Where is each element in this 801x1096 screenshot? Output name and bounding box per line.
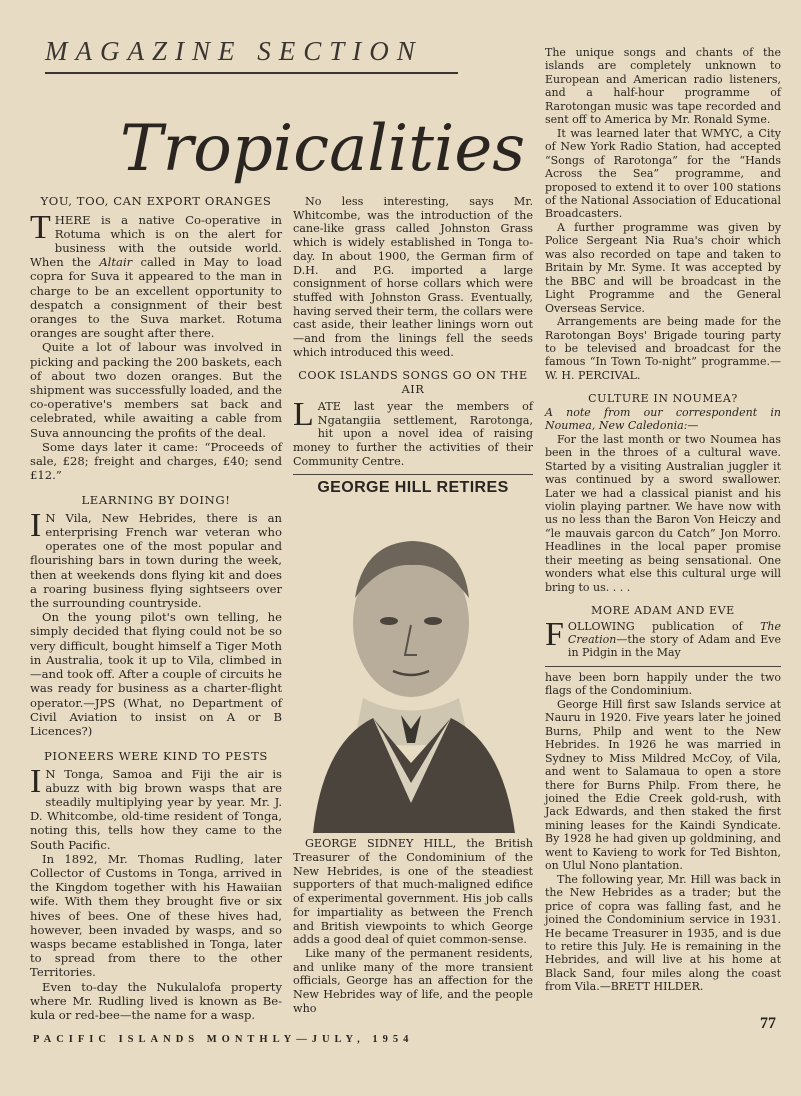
text-run: OLLOWING publication of xyxy=(567,619,761,633)
text-run: —the story of Adam and Eve in Pidgin in the May xyxy=(567,633,781,660)
article-paragraph: Quite a lot of labour was involved in picking and packing the 200 baskets, each of about two dozen oranges. But the shipment was successfully loaded, and the co-operative's members sat back and celebrated, while awaiting a cable from Suva announcing the profits of the deal. xyxy=(30,340,282,440)
article-paragraph xyxy=(545,615,781,660)
article-heading-learning: LEARNING BY DOING! xyxy=(81,493,231,508)
article-heading-adam-eve: MORE ADAM AND EVE xyxy=(591,604,735,618)
article-paragraph: Arrangements are being made for the Rarotongan Boys' Brigade touring party to be televised and broadcast for the famous “In Town To-night” programme.—W. H. PERCIVAL. xyxy=(545,315,781,382)
column-left xyxy=(30,195,282,1022)
article-paragraph: have been born happily under the two flags of the Condominium. xyxy=(545,670,781,698)
portrait-photo xyxy=(293,503,533,833)
header-rule xyxy=(45,72,458,74)
article-heading-culture: CULTURE IN NOUMEA? xyxy=(588,392,738,406)
section-heading: MAGAZINE SECTION xyxy=(45,36,423,66)
article-paragraph: George Hill first saw Islands service at Nauru in 1920. Five years later he joined Burns, Philp and went to the New Hebrides. In 1926 he was married in Sydney to Miss Mildred McCoy, of Vila, and went to Salamaua to open a store there for Burns Philp. From there, he joined the Edie Creek gold-rush, with Jack Edwards, and then staked the first mining leases for the Kaindi Syndicate. By 1928 he had given up goldmining, and went to Kavieng to work for Ted Bishton, on Ulul Nono plantation. xyxy=(545,697,781,873)
article-paragraph: No less interesting, says Mr. Whitcombe, was the introduction of the cane-like grass called Johnston Grass which is widely established in Tonga to-day. In about 1900, the German firm of D.H. and P.G. imported a large consignment of horse collars which were stuffed with Johnston Grass. Eventually, having served their term, the collars were cast aside, their leather linings worn out—and from the linings fell the seeds which introduced this weed. xyxy=(293,195,533,359)
column-title-text: Tropicalities xyxy=(120,112,526,186)
text-run: called in May to load copra for Suva it appeared to the man in charge to be an excellent opportunity to despatch a consignment of their best oranges to the Suva market. Rotuma oranges are sought after there. xyxy=(30,255,282,341)
text-run: ATE last year the members of Ngatangiia settlement, Rarotonga, hit upon a novel idea of raising money to further the activities of their Community Centre. xyxy=(293,399,533,468)
article-heading-songs: COOK ISLANDS SONGS GO ON THE AIR xyxy=(298,369,528,397)
article-paragraph: Like many of the permanent residents, and unlike many of the more transient officials, George has an affection for the New Hebrides way of life, and the people who xyxy=(293,946,533,1015)
drop-cap: F xyxy=(545,615,564,653)
article-paragraph: A further programme was given by Police Sergeant Nia Rua's choir which was also recorded on tape and taken to Britain by Mr. Syme. It was accepted by the BBC and will be broadcast in the Light Programme and the General Overseas Service. xyxy=(545,220,781,315)
article-paragraph: GEORGE SIDNEY HILL, the British Treasurer of the Condominium of the New Hebrides, is one of the steadiest supporters of that much-maligned edifice of experimental government. His job calls for impartiality as between the French and British viewpoints to which George adds a good deal of quiet common-sense. xyxy=(293,837,533,947)
page-number: 77 xyxy=(760,1015,776,1032)
drop-cap: L xyxy=(293,395,314,433)
text-run: HERE is a native Co-operative in Rotuma which is on the alert for business with the outside world. When the xyxy=(30,212,282,270)
drop-cap: I xyxy=(30,762,42,800)
text-run: N Vila, New Hebrides, there is an enterprising French war veteran who operates one of the most popular and flourishing bars in town during the week, then at weekends dons flying kit and does a roaring business flying sightseers over the surrounding countryside. xyxy=(30,510,282,611)
text-run: N Tonga, Samoa and Fiji the air is abuzz with big brown wasps that are steadily multiplying year by year. Mr. J. D. Whitcombe, old-time resident of Tonga, noting this, tells how they came to the South Pacific. xyxy=(30,766,282,852)
article-paragraph: The unique songs and chants of the islands are completely unknown to European and American radio listeners, and a half-hour programme of Rarotongan music was tape recorded and sent off to America by Mr. Ronald Syme. xyxy=(545,46,781,127)
article-heading-pioneers: PIONEERS WERE KIND TO PESTS xyxy=(44,749,268,764)
book-title: The Creation xyxy=(567,619,781,647)
article-subheading: A note from our correspondent in Noumea, New Caledonia:— xyxy=(545,405,781,433)
page-footer: PACIFIC ISLANDS MONTHLY—JULY, 1954 xyxy=(33,1034,414,1045)
divider xyxy=(545,666,781,667)
article-paragraph xyxy=(293,395,533,469)
article-paragraph: On the young pilot's own telling, he simply decided that flying could not be so very difficult, bought himself a Tiger Moth in Australia, took it up to Vila, climbed in—and took off. After a couple of circuits he was ready for business as a charter-flight operator.—JPS (What, no Department of Civil Aviation to insist on A or B Licences?) xyxy=(30,610,282,738)
divider xyxy=(293,474,533,475)
article-paragraph: In 1892, Mr. Thomas Rudling, later Collector of Customs in Tonga, arrived in the Kingdom together with his Hawaiian wife. With them they brought five or six hives of bees. One of these hives had, however, been invaded by wasps, and so wasps became established in Tonga, later to spread from there to the other Territories. xyxy=(30,851,282,980)
drop-cap: T xyxy=(30,208,51,246)
article-paragraph: The following year, Mr. Hill was back in the New Hebrides as a trader; but the price of copra was falling fast, and he joined the Condominium service in 1931. He became Treasurer in 1935, and is due to retire this July. He is remaining in the Hebrides, and will live at his home at Black Sand, four miles along the coast from Vila.—BRETT HILDER. xyxy=(545,872,781,994)
article-paragraph: It was learned later that WMYC, a City of New York Radio Station, had accepted “Songs of Rarotonga” for the “Hands Across the Sea” programme, and proposed to extend it to over 100 stations of the National Association of Educational Broadcasters. xyxy=(545,126,781,221)
ship-name: Altair xyxy=(99,255,133,270)
article-paragraph: For the last month or two Noumea has been in the throes of a cultural wave. Started by a visiting Australian juggler it was continued by a sword swallower. Later we had a classical pianist and his violin playing partner. We have now with us no less than the Baron Von Heiczy and “le mauvais garcon du Catch” Jon Morro. Headlines in the local paper promise their meeting as being sensational. One wonders what else this cultural urge will bring to us. . . . xyxy=(545,432,781,594)
column-right xyxy=(545,46,781,994)
photo-heading: GEORGE HILL RETIRES xyxy=(317,479,509,497)
column-title xyxy=(120,90,526,200)
article-heading-oranges: YOU, TOO, CAN EXPORT ORANGES xyxy=(40,194,272,208)
article-paragraph xyxy=(30,762,282,852)
article-paragraph xyxy=(30,208,282,341)
article-paragraph: Even to-day the Nukulalofa property where Mr. Rudling lived is known as Be-kula or red-bee—the name for a wasp. xyxy=(30,979,282,1023)
article-paragraph: Some days later it came: “Proceeds of sale, £28; freight and charges, £40; send £12.” xyxy=(30,439,282,483)
column-middle xyxy=(293,195,533,1016)
drop-cap: I xyxy=(30,506,42,544)
article-paragraph xyxy=(30,506,282,611)
